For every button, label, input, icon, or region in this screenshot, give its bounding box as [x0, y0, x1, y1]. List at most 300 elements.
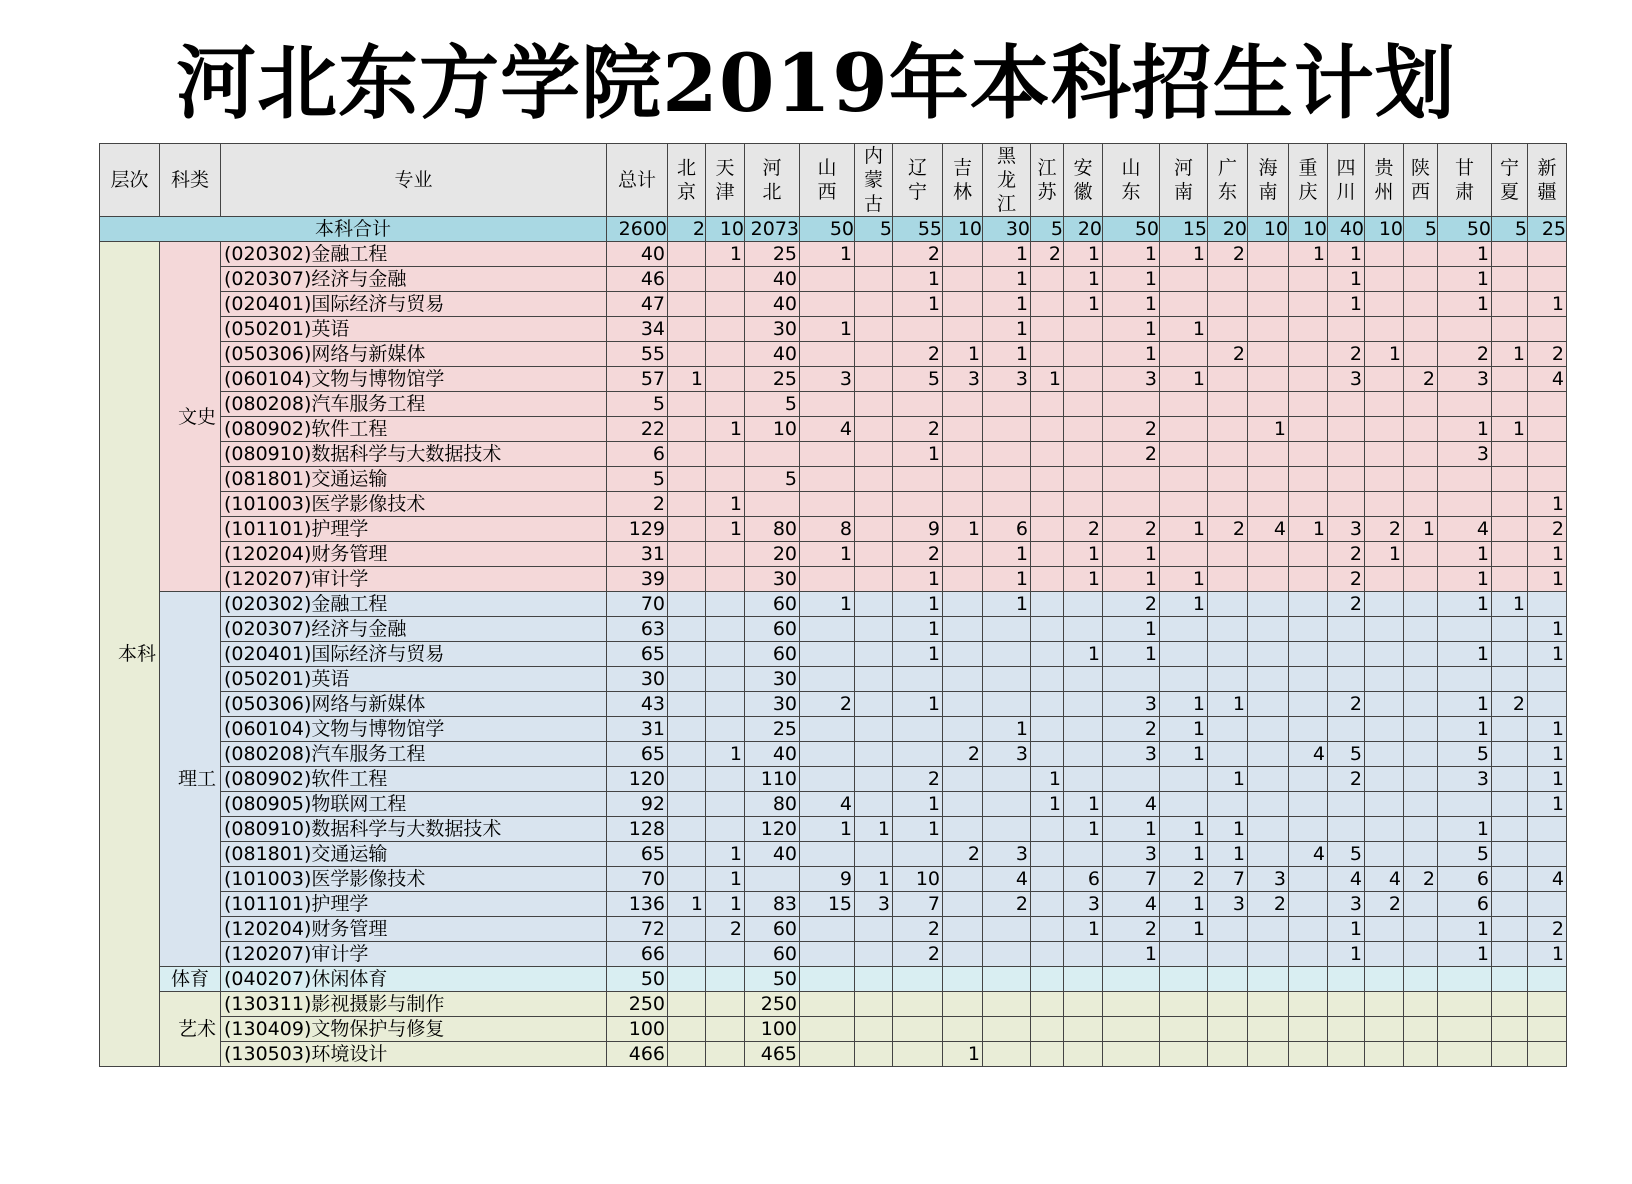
province-value-cell [1365, 1042, 1404, 1067]
province-value-cell [1160, 967, 1208, 992]
province-value-cell [1328, 317, 1365, 342]
province-value-cell: 1 [893, 267, 943, 292]
province-value-cell [668, 692, 706, 717]
province-value-cell [1248, 292, 1289, 317]
province-value-cell: 1 [983, 342, 1031, 367]
province-value-cell [983, 417, 1031, 442]
province-value-cell: 3 [983, 842, 1031, 867]
province-value-cell [1103, 1042, 1160, 1067]
province-value-cell: 1 [1103, 317, 1160, 342]
major-cell: (101101)护理学 [221, 517, 607, 542]
province-header [706, 144, 745, 217]
province-value-cell [1404, 617, 1438, 642]
province-value-cell [855, 567, 893, 592]
province-header-label: 陕西 [1410, 157, 1430, 203]
table-row [100, 267, 1567, 292]
province-value-cell: 1 [1160, 517, 1208, 542]
province-value-cell [943, 692, 983, 717]
province-value-cell: 1 [943, 1042, 983, 1067]
province-value-cell [706, 942, 745, 967]
province-value-cell [1404, 267, 1438, 292]
province-value-cell: 1 [706, 492, 745, 517]
province-value-cell [706, 617, 745, 642]
totals-label: 本科合计 [100, 217, 607, 242]
province-value-cell [1248, 742, 1289, 767]
province-value-cell: 5 [1438, 842, 1492, 867]
province-header-label: 河南 [1173, 157, 1193, 203]
province-value-cell [1103, 467, 1160, 492]
province-value-cell [1528, 967, 1567, 992]
province-value-cell [1365, 667, 1404, 692]
province-value-cell: 1 [1031, 792, 1064, 817]
province-value-cell [943, 417, 983, 442]
province-value-cell [1365, 817, 1404, 842]
province-value-cell [706, 817, 745, 842]
province-value-cell: 1 [1438, 292, 1492, 317]
province-value-cell [1160, 1042, 1208, 1067]
province-value-cell [1492, 542, 1528, 567]
province-value-cell [855, 492, 893, 517]
province-value-cell [1248, 642, 1289, 667]
province-value-cell [1064, 742, 1103, 767]
province-value-cell [706, 692, 745, 717]
province-value-cell [1248, 492, 1289, 517]
province-value-cell [1404, 292, 1438, 317]
province-value-cell [1289, 467, 1328, 492]
province-value-cell [1064, 392, 1103, 417]
province-value-cell: 3 [855, 892, 893, 917]
province-value-cell: 2 [706, 917, 745, 942]
province-value-cell: 5 [1438, 742, 1492, 767]
province-value-cell [1064, 467, 1103, 492]
province-value-cell [893, 667, 943, 692]
total-cell: 55 [607, 342, 668, 367]
province-value-cell: 1 [706, 517, 745, 542]
province-value-cell [1492, 792, 1528, 817]
province-value-cell [1289, 292, 1328, 317]
province-value-cell [855, 1017, 893, 1042]
province-value-cell [1289, 492, 1328, 517]
province-value-cell [893, 317, 943, 342]
major-cell: (050306)网络与新媒体 [221, 342, 607, 367]
province-value-cell: 1 [668, 892, 706, 917]
province-header [800, 144, 855, 217]
province-value-cell [1064, 617, 1103, 642]
province-value-cell [1103, 992, 1160, 1017]
major-cell: (120204)财务管理 [221, 542, 607, 567]
province-value-cell [668, 992, 706, 1017]
province-value-cell [1248, 767, 1289, 792]
province-value-cell [706, 992, 745, 1017]
province-value-cell: 1 [1160, 692, 1208, 717]
province-value-cell [668, 917, 706, 942]
province-value-cell [1064, 592, 1103, 617]
enrollment-plan-table [99, 143, 1567, 1067]
province-value-cell: 3 [800, 367, 855, 392]
province-value-cell [1528, 442, 1567, 467]
major-cell: (101003)医学影像技术 [221, 492, 607, 517]
province-value-cell [1365, 842, 1404, 867]
province-value-cell: 2 [1248, 892, 1289, 917]
province-value-cell [1365, 617, 1404, 642]
province-value-cell [943, 817, 983, 842]
province-value-cell: 2 [893, 942, 943, 967]
province-value-cell [1208, 592, 1248, 617]
province-header-label: 辽宁 [907, 157, 927, 203]
province-value-cell [1031, 917, 1064, 942]
province-value-cell [1404, 942, 1438, 967]
province-value-cell: 1 [706, 867, 745, 892]
province-value-cell: 30 [745, 317, 800, 342]
total-cell: 70 [607, 867, 668, 892]
province-value-cell [1064, 417, 1103, 442]
province-value-cell [983, 817, 1031, 842]
province-value-cell: 1 [1208, 767, 1248, 792]
province-value-cell [706, 442, 745, 467]
total-cell: 5 [607, 467, 668, 492]
province-value-cell [855, 442, 893, 467]
province-value-cell [1365, 917, 1404, 942]
province-value-cell [1328, 967, 1365, 992]
province-value-cell: 1 [893, 642, 943, 667]
province-header-label: 新疆 [1537, 157, 1557, 203]
province-value-cell [668, 467, 706, 492]
province-value-cell [1289, 1042, 1328, 1067]
province-value-cell: 3 [983, 367, 1031, 392]
province-value-cell [943, 792, 983, 817]
province-value-cell: 30 [745, 567, 800, 592]
province-value-cell [1438, 467, 1492, 492]
province-value-cell [1492, 1042, 1528, 1067]
province-value-cell [1208, 467, 1248, 492]
province-value-cell [1031, 867, 1064, 892]
province-header-label: 贵州 [1374, 157, 1394, 203]
province-value-cell [1492, 517, 1528, 542]
province-header [1064, 144, 1103, 217]
province-value-cell [1289, 442, 1328, 467]
province-value-cell [1365, 442, 1404, 467]
province-value-cell [1064, 442, 1103, 467]
province-value-cell [983, 642, 1031, 667]
province-value-cell [800, 342, 855, 367]
province-value-cell [1248, 592, 1289, 617]
province-value-cell [1289, 967, 1328, 992]
province-value-cell [1248, 367, 1289, 392]
province-value-cell: 1 [1528, 567, 1567, 592]
province-value-cell: 250 [745, 992, 800, 1017]
province-value-cell: 15 [800, 892, 855, 917]
table-row [100, 592, 1567, 617]
province-value-cell: 1 [1328, 242, 1365, 267]
major-cell: (020401)国际经济与贸易 [221, 642, 607, 667]
province-value-cell [1248, 817, 1289, 842]
province-value-cell [1064, 692, 1103, 717]
total-cell: 120 [607, 767, 668, 792]
province-value-cell [1492, 1017, 1528, 1042]
table-row [100, 867, 1567, 892]
totals-province-value: 10 [1289, 217, 1328, 242]
province-value-cell [943, 992, 983, 1017]
province-value-cell: 1 [1103, 567, 1160, 592]
table-row [100, 1017, 1567, 1042]
province-value-cell [855, 517, 893, 542]
province-value-cell [1528, 417, 1567, 442]
province-value-cell: 1 [1160, 817, 1208, 842]
province-value-cell [1031, 1042, 1064, 1067]
table-row [100, 842, 1567, 867]
province-value-cell: 2 [893, 767, 943, 792]
province-value-cell [1248, 342, 1289, 367]
major-cell: (020302)金融工程 [221, 242, 607, 267]
table-row [100, 967, 1567, 992]
province-value-cell: 2 [1160, 867, 1208, 892]
province-value-cell [745, 442, 800, 467]
province-value-cell [943, 592, 983, 617]
province-value-cell: 5 [1328, 742, 1365, 767]
province-value-cell: 5 [745, 467, 800, 492]
province-value-cell: 1 [1160, 742, 1208, 767]
total-cell: 2 [607, 492, 668, 517]
province-value-cell [800, 667, 855, 692]
province-value-cell: 1 [1438, 692, 1492, 717]
province-value-cell [1248, 917, 1289, 942]
province-value-cell [706, 642, 745, 667]
province-value-cell [668, 767, 706, 792]
province-value-cell [1404, 992, 1438, 1017]
province-value-cell [1492, 317, 1528, 342]
table-row [100, 492, 1567, 517]
province-value-cell [706, 1017, 745, 1042]
province-value-cell: 1 [800, 592, 855, 617]
province-value-cell [706, 667, 745, 692]
total-cell: 70 [607, 592, 668, 617]
province-value-cell [983, 1017, 1031, 1042]
province-value-cell: 1 [1328, 292, 1365, 317]
province-value-cell [943, 867, 983, 892]
province-value-cell [1031, 267, 1064, 292]
province-value-cell [1528, 1042, 1567, 1067]
province-value-cell [800, 992, 855, 1017]
table-row [100, 517, 1567, 542]
province-value-cell: 1 [1064, 817, 1103, 842]
province-value-cell [855, 292, 893, 317]
province-value-cell [855, 467, 893, 492]
province-value-cell [983, 767, 1031, 792]
province-value-cell: 80 [745, 792, 800, 817]
province-value-cell [1365, 992, 1404, 1017]
province-value-cell: 5 [1328, 842, 1365, 867]
province-value-cell: 1 [706, 417, 745, 442]
province-value-cell [1528, 467, 1567, 492]
major-cell: (101003)医学影像技术 [221, 867, 607, 892]
province-value-cell [1160, 467, 1208, 492]
province-value-cell: 1 [1365, 542, 1404, 567]
province-value-cell [1492, 642, 1528, 667]
province-value-cell [1492, 767, 1528, 792]
province-value-cell [943, 892, 983, 917]
province-value-cell [1328, 667, 1365, 692]
province-value-cell [1031, 1017, 1064, 1042]
province-value-cell: 1 [1328, 267, 1365, 292]
province-value-cell [1365, 267, 1404, 292]
province-value-cell: 1 [1528, 642, 1567, 667]
province-value-cell [800, 642, 855, 667]
province-value-cell: 60 [745, 942, 800, 967]
province-value-cell [1289, 667, 1328, 692]
province-value-cell [1289, 542, 1328, 567]
province-value-cell [706, 467, 745, 492]
province-header-label: 江苏 [1037, 157, 1057, 203]
table-row [100, 342, 1567, 367]
province-value-cell [943, 767, 983, 792]
province-header [668, 144, 706, 217]
major-cell: (080208)汽车服务工程 [221, 392, 607, 417]
province-value-cell [855, 642, 893, 667]
province-value-cell [1031, 742, 1064, 767]
province-value-cell [668, 567, 706, 592]
province-value-cell [668, 842, 706, 867]
province-value-cell [855, 592, 893, 617]
province-value-cell [800, 467, 855, 492]
province-value-cell [1208, 967, 1248, 992]
province-value-cell [706, 392, 745, 417]
province-value-cell [1365, 492, 1404, 517]
province-value-cell [855, 767, 893, 792]
province-value-cell [1160, 542, 1208, 567]
province-value-cell [1248, 692, 1289, 717]
province-value-cell: 80 [745, 517, 800, 542]
province-value-cell [1492, 992, 1528, 1017]
province-value-cell [1064, 367, 1103, 392]
major-cell: (020401)国际经济与贸易 [221, 292, 607, 317]
province-value-cell: 4 [1528, 367, 1567, 392]
province-value-cell [1365, 1017, 1404, 1042]
province-value-cell: 1 [800, 817, 855, 842]
table-row [100, 392, 1567, 417]
province-value-cell: 1 [893, 617, 943, 642]
province-value-cell: 60 [745, 917, 800, 942]
province-value-cell [1208, 717, 1248, 742]
province-value-cell [1103, 967, 1160, 992]
major-cell: (050201)英语 [221, 317, 607, 342]
province-value-cell [668, 1042, 706, 1067]
total-cell: 57 [607, 367, 668, 392]
province-value-cell [800, 442, 855, 467]
province-value-cell: 30 [745, 667, 800, 692]
province-value-cell: 100 [745, 1017, 800, 1042]
province-value-cell [1031, 492, 1064, 517]
province-value-cell [1492, 717, 1528, 742]
province-header-label: 安徽 [1073, 157, 1093, 203]
totals-province-value: 10 [706, 217, 745, 242]
province-value-cell [1528, 992, 1567, 1017]
province-value-cell [706, 717, 745, 742]
province-value-cell [706, 792, 745, 817]
province-value-cell [800, 392, 855, 417]
province-value-cell [1289, 717, 1328, 742]
province-value-cell: 1 [983, 317, 1031, 342]
province-value-cell [668, 342, 706, 367]
province-value-cell [1404, 1042, 1438, 1067]
province-value-cell [1031, 717, 1064, 742]
province-value-cell [1031, 667, 1064, 692]
province-value-cell [1404, 742, 1438, 767]
total-cell: 39 [607, 567, 668, 592]
major-cell: (120207)审计学 [221, 567, 607, 592]
province-value-cell [1528, 892, 1567, 917]
province-value-cell: 10 [893, 867, 943, 892]
province-header [1404, 144, 1438, 217]
province-value-cell [1160, 1017, 1208, 1042]
province-value-cell [855, 717, 893, 742]
province-value-cell [1492, 442, 1528, 467]
province-value-cell [1248, 542, 1289, 567]
province-value-cell: 1 [1438, 567, 1492, 592]
province-value-cell: 10 [745, 417, 800, 442]
table-row [100, 317, 1567, 342]
province-value-cell [706, 567, 745, 592]
major-cell: (040207)休闲体育 [221, 967, 607, 992]
province-value-cell [1404, 567, 1438, 592]
province-value-cell [855, 617, 893, 642]
province-value-cell: 2 [893, 342, 943, 367]
province-value-cell: 1 [1328, 917, 1365, 942]
province-value-cell: 2 [943, 842, 983, 867]
province-value-cell [1438, 317, 1492, 342]
province-header [1031, 144, 1064, 217]
province-header [1160, 144, 1208, 217]
province-value-cell [1064, 667, 1103, 692]
province-value-cell [855, 692, 893, 717]
province-value-cell [1528, 817, 1567, 842]
table-row [100, 817, 1567, 842]
province-value-cell [800, 767, 855, 792]
province-value-cell: 40 [745, 842, 800, 867]
province-value-cell [1031, 942, 1064, 967]
province-value-cell [1289, 317, 1328, 342]
province-value-cell [1208, 1017, 1248, 1042]
province-value-cell: 1 [1438, 642, 1492, 667]
province-value-cell [1404, 692, 1438, 717]
province-value-cell: 1 [1438, 542, 1492, 567]
province-value-cell [1289, 917, 1328, 942]
table-row [100, 742, 1567, 767]
province-value-cell: 1 [1103, 242, 1160, 267]
province-value-cell [893, 1042, 943, 1067]
province-value-cell: 2 [1103, 417, 1160, 442]
province-value-cell [855, 542, 893, 567]
province-value-cell [1404, 642, 1438, 667]
province-value-cell [1248, 1017, 1289, 1042]
province-value-cell: 1 [893, 792, 943, 817]
province-value-cell [1160, 767, 1208, 792]
province-value-cell: 1 [1208, 692, 1248, 717]
province-value-cell: 2 [983, 892, 1031, 917]
province-value-cell: 1 [855, 867, 893, 892]
province-value-cell: 1 [1438, 942, 1492, 967]
province-value-cell [1404, 317, 1438, 342]
province-value-cell [855, 667, 893, 692]
province-header-label: 重庆 [1298, 157, 1318, 203]
province-value-cell [1031, 342, 1064, 367]
province-value-cell [1208, 267, 1248, 292]
province-value-cell: 1 [1438, 267, 1492, 292]
province-value-cell [893, 392, 943, 417]
province-value-cell: 9 [893, 517, 943, 542]
province-value-cell [1031, 592, 1064, 617]
province-value-cell [1208, 567, 1248, 592]
major-cell: (120204)财务管理 [221, 917, 607, 942]
